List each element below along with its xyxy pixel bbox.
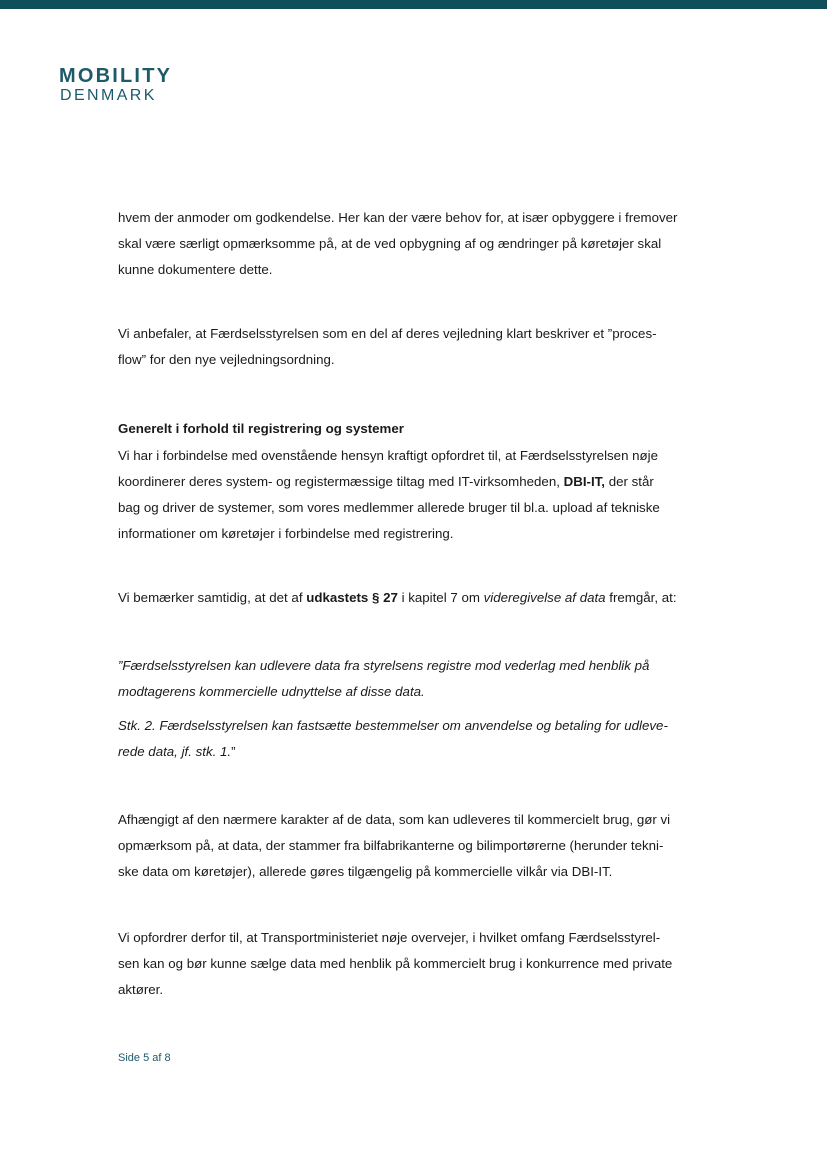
top-color-bar [0,0,827,9]
paragraph-line: sen kan og bør kunne sælge data med henblik på kommercielt brug i konkurrence med private [118,956,673,971]
dbi-it-bold: DBI-IT, [563,474,605,489]
paragraph-line: Afhængigt af den nærmere karakter af de data, som kan udleveres til kommercielt brug, gør vi [118,812,671,827]
document-body [118,207,718,1005]
mobility-denmark-logo [59,66,172,104]
paragraph-line: kunne dokumentere dette. [118,262,273,277]
paragraph-line: koordinerer deres system- og registermæssige tiltag med IT-virksomheden, DBI-IT, der står [118,474,654,489]
paragraph-line: opmærksom på, at data, der stammer fra bilfabrikanterne og bilimportørerne (herunder tekni- [118,838,664,853]
section-heading: Generelt i forhold til registrering og systemer [118,421,404,436]
paragraph-line: ske data om køretøjer), allerede gøres tilgængelig på kommercielle vilkår via DBI-IT. [118,864,613,879]
paragraph-line: Vi opfordrer derfor til, at Transportministeriet nøje overvejer, i hvilket omfang Færdselsstyrel- [118,930,661,945]
quote-line: ”Færdselsstyrelsen kan udlevere data fra styrelsens registre mod vederlag med henblik på [118,658,650,673]
logo-text-denmark: DENMARK [60,87,157,104]
quote-line: modtagerens kommercielle udnyttelse af disse data. [118,684,425,699]
logo-text-mobility: MOBILITY [59,65,173,87]
paragraph-line: skal være særligt opmærksomme på, at de ved opbygning af og ændringer på køretøjer skal [118,236,662,251]
paragraph-line: hvem der anmoder om godkendelse. Her kan der være behov for, at især opbyggere i fremover [118,210,678,225]
paragraph-line: informationer om køretøjer i forbindelse med registrering. [118,526,454,541]
paragraph-line: Vi bemærker samtidig, at det af udkastets § 27 i kapitel 7 om videregivelse af data fremgår, at: [118,590,677,605]
section-reference-bold: udkastets § 27 [306,590,398,605]
page-number: Side 5 af 8 [118,1052,171,1064]
quote-line: Stk. 2. Færdselsstyrelsen kan fastsætte bestemmelser om anvendelse og betaling for udleve- [118,718,668,733]
paragraph-line: Vi anbefaler, at Færdselsstyrelsen som en del af deres vejledning klart beskriver et ”proces- [118,326,657,341]
paragraph-line: Vi har i forbindelse med ovenstående hensyn kraftigt opfordret til, at Færdselsstyrelsen nøje [118,448,659,463]
paragraph-line: flow” for den nye vejledningsordning. [118,352,335,367]
quote-line: rede data, jf. stk. 1.” [118,744,236,759]
paragraph-line: bag og driver de systemer, som vores medlemmer allerede bruger til bl.a. upload af tekniske [118,500,660,515]
paragraph-line: aktører. [118,982,164,997]
